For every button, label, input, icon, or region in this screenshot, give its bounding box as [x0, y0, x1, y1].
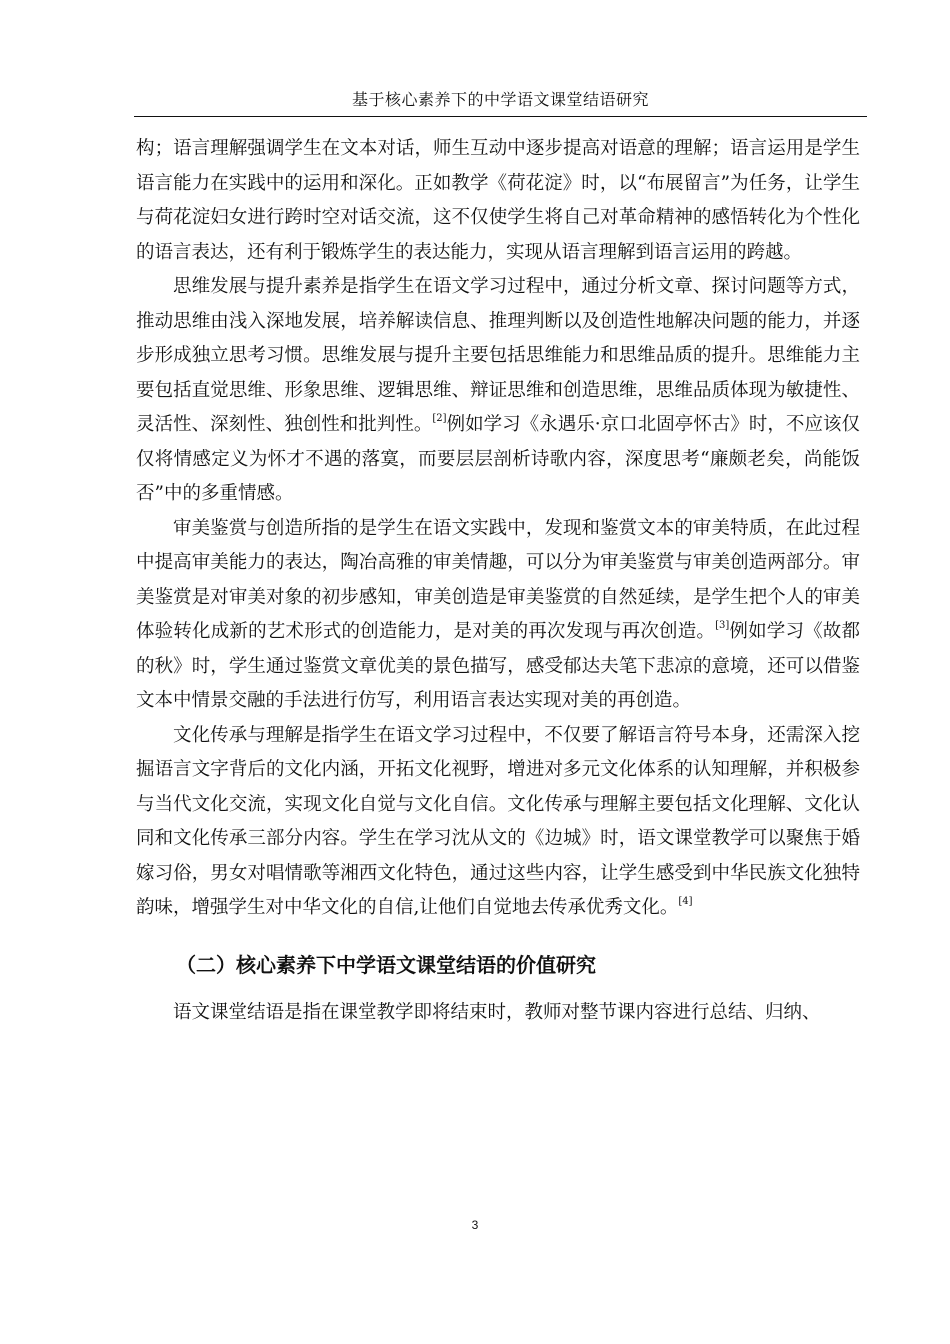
paragraph-cultural-inheritance	[136, 719, 860, 926]
citation-ref-2: [2]	[432, 413, 447, 424]
paragraph-text: 构；语言理解强调学生在文本对话，师生互动中逐步提高对语意的理解；语言运用是学生语言能力在实践中的运用和深化。正如教学《荷花淀》时，以“布展留言”为任务，让学生与荷花淀妇女进行跨时空对话交流，这不仅使学生将自己对革命精神的感悟转化为个性化的语言表达，还有利于锻炼学生的表达能力，实现从语言理解到语言运用的跨越。	[136, 138, 860, 263]
citation-ref-4: [4]	[678, 896, 693, 907]
running-header: 基于核心素养下的中学语文课堂结语研究	[351, 90, 649, 109]
paragraph-thinking-development	[136, 270, 860, 512]
page-body	[136, 132, 860, 1030]
section-heading: （二）核心素养下中学语文课堂结语的价值研究	[176, 952, 596, 977]
paragraph-text: 例如学习《永遇乐·京口北固亭怀古》时，不应该仅仅将情感定义为怀才不遇的落寞，而要层层剖析诗歌内容，深度思考“廉颇老矣，尚能饭否”中的多重情感。	[136, 414, 860, 504]
paragraph-text: 审美鉴赏与创造所指的是学生在语文实践中，发现和鉴赏文本的审美特质，在此过程中提高审美能力的表达，陶冶高雅的审美情趣，可以分为审美鉴赏与审美创造两部分。审美鉴赏是对审美对象的初步感知，审美创造是审美鉴赏的自然延续，是学生把个人的审美体验转化成新的艺术形式的创造能力，是对美的再次发现与再次创造。	[136, 517, 860, 642]
paragraph-language-construction	[136, 132, 860, 270]
citation-ref-3: [3]	[715, 620, 730, 631]
paragraph-aesthetic-appreciation	[136, 512, 860, 719]
header-rule	[134, 116, 867, 117]
page-number: 3	[471, 1218, 479, 1232]
paragraph-text: 思维发展与提升素养是指学生在语文学习过程中，通过分析文章、探讨问题等方式，推动思维由浅入深地发展，培养解读信息、推理判断以及创造性地解决问题的能力，并逐步形成独立思考习惯。思维发展与提升主要包括思维能力和思维品质的提升。思维能力主要包括直觉思维、形象思维、逻辑思维、辩证思维和创造思维，思维品质体现为敏捷性、灵活性、深刻性、独创性和批判性。	[136, 276, 860, 435]
paragraph-text: 语文课堂结语是指在课堂教学即将结束时，教师对整节课内容进行总结、归纳、	[173, 1001, 821, 1023]
paragraph-text: 文化传承与理解是指学生在语文学习过程中，不仅要了解语言符号本身，还需深入挖掘语言文字背后的文化内涵，开拓文化视野，增进对多元文化体系的认知理解，并积极参与当代文化交流，实现文化自觉与文化自信。文化传承与理解主要包括文化理解、文化认同和文化传承三部分内容。学生在学习沈从文的《边城》时，语文课堂教学可以聚焦于婚嫁习俗，男女对唱情歌等湘西文化特色，通过这些内容，让学生感受到中华民族文化独特韵味，增强学生对中华文化的自信,让他们自觉地去传承优秀文化。	[136, 724, 860, 918]
paragraph-text: 例如学习《故都的秋》时，学生通过鉴赏文章优美的景色描写，感受郁达夫笔下悲凉的意境，还可以借鉴文本中情景交融的手法进行仿写，利用语言表达实现对美的再创造。	[136, 621, 860, 711]
paragraph-closing-definition	[136, 996, 860, 1031]
